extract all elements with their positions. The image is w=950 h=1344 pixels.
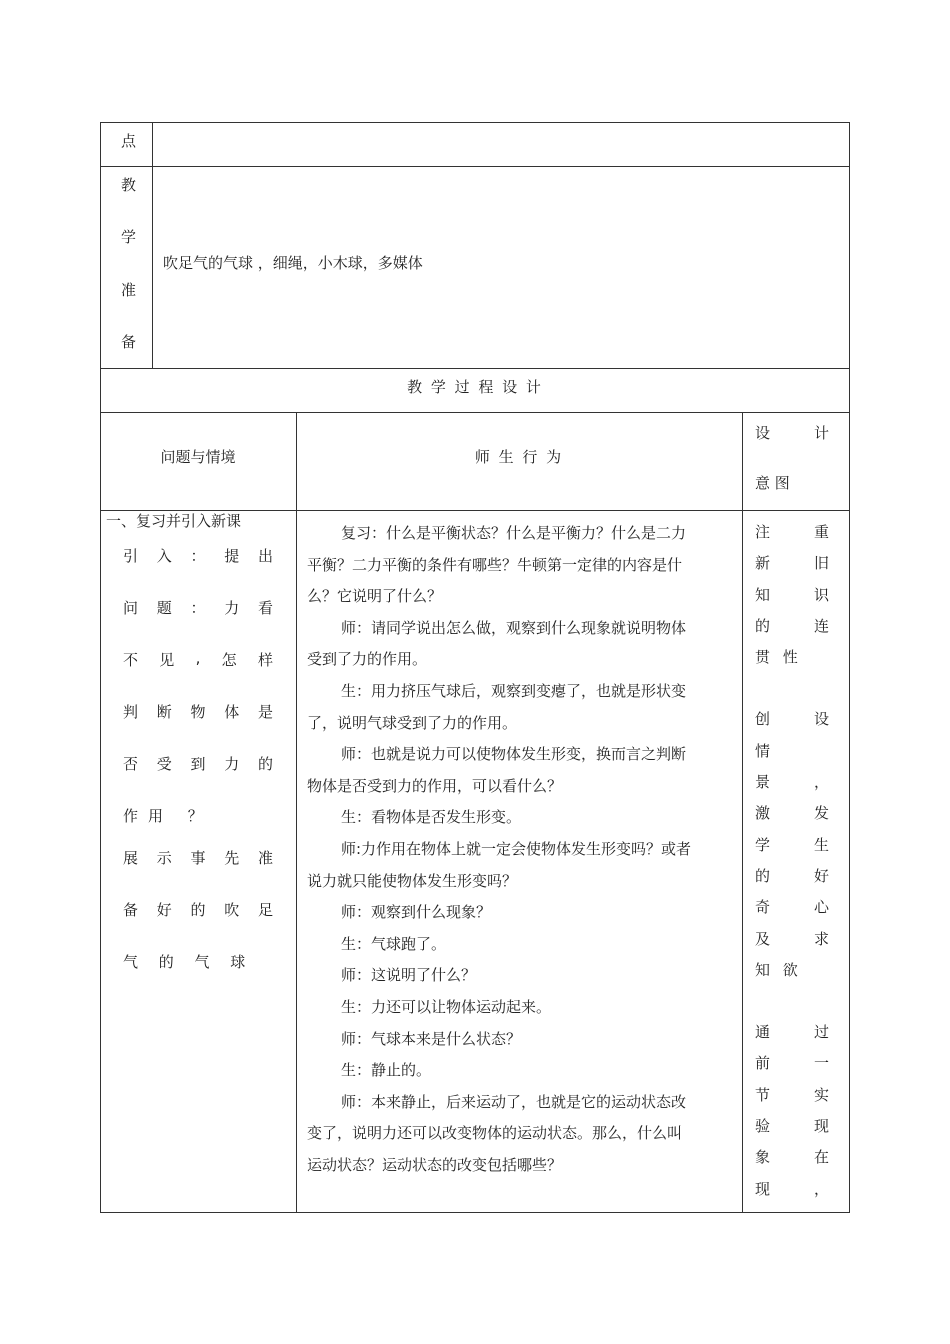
intent-spacer	[755, 673, 829, 704]
left-char: 力	[224, 755, 240, 773]
left-text: 作用 ？	[123, 807, 213, 825]
left-char: 示	[156, 849, 172, 867]
left-char: 出	[257, 547, 273, 565]
left-line	[123, 753, 273, 805]
intent-line	[755, 548, 829, 579]
intent-char: 景	[755, 773, 771, 792]
dialogue-line: 生：气球跑了。	[341, 934, 447, 953]
intent-line	[755, 1111, 829, 1142]
dialogue-line: 受到了力的作用。	[307, 650, 428, 669]
dialogue-line: 平衡？二力平衡的条件有哪些？牛顿第一定律的内容是什	[307, 555, 683, 574]
left-line	[123, 545, 273, 597]
intent-char: 过	[813, 1023, 829, 1042]
intent-line	[755, 642, 829, 673]
left-char: 展	[123, 849, 139, 867]
header-situation: 问题与情境	[160, 448, 236, 466]
left-char: ,	[195, 649, 201, 667]
left-line	[123, 847, 273, 899]
left-text: 气 的 气 球	[123, 953, 254, 971]
left-column	[123, 545, 273, 1003]
intent-char: 创	[755, 710, 771, 729]
intent-char: 心	[813, 898, 829, 917]
intent-char: 象	[755, 1148, 771, 1167]
intent-char: 设	[813, 710, 829, 729]
left-char: 体	[224, 703, 240, 721]
dialogue-line: 师：也就是说力可以使物体发生形变，换而言之判断	[341, 745, 687, 764]
left-line	[123, 951, 273, 1003]
left-heading: 一、复习并引入新课	[106, 512, 242, 530]
left-char: 准	[257, 849, 273, 867]
intent-char: 一	[813, 1054, 829, 1073]
left-char: 好	[156, 901, 172, 919]
intent-char: 旧	[813, 554, 829, 573]
intent-line	[755, 1080, 829, 1111]
dialogue-line: 说力就只能使物体发生形变吗？	[307, 871, 518, 890]
dialogue-line: 师：本来静止，后来运动了，也就是它的运动状态改	[341, 1092, 687, 1111]
left-line	[123, 649, 273, 701]
header-char: 设	[755, 424, 771, 442]
intent-line	[755, 924, 829, 955]
table-border-left	[100, 122, 101, 1213]
left-char: 到	[190, 755, 206, 773]
intent-char: 奇	[755, 898, 771, 917]
intent-char: 发	[813, 804, 829, 823]
intent-char: 在	[813, 1148, 829, 1167]
dialogue-line: 变了，说明力还可以改变物体的运动状态。那么，什么叫	[307, 1124, 683, 1143]
intent-char: 现	[813, 1117, 829, 1136]
left-char: 见	[159, 651, 175, 669]
intent-line	[755, 892, 829, 923]
row-divider-3	[100, 412, 850, 413]
row-label-dian: 点	[121, 132, 137, 150]
row-divider-2	[100, 368, 850, 369]
left-line	[123, 899, 273, 951]
left-char: 先	[224, 849, 240, 867]
prep-content: 吹足气的气球 ，细绳，小木球，多媒体	[163, 254, 423, 272]
intent-char: 知	[755, 585, 771, 604]
intent-line	[755, 1048, 829, 1079]
left-char: 否	[123, 755, 139, 773]
header-char: 计	[813, 424, 829, 442]
dialogue-line: 生：静止的。	[341, 1061, 432, 1080]
intent-char: 识	[813, 585, 829, 604]
intent-char: 验	[755, 1117, 771, 1136]
intent-char: 注	[755, 523, 771, 541]
dialogue-line: 了，说明气球受到了力的作用。	[307, 713, 518, 732]
intent-char: 学	[755, 835, 771, 854]
left-char: 判	[123, 703, 139, 721]
left-char: 引	[123, 547, 139, 565]
intent-line	[755, 767, 829, 798]
process-col-divider-1	[296, 412, 297, 1213]
intent-char: 连	[813, 616, 829, 635]
intent-char: ，	[813, 1179, 829, 1198]
left-char: 足	[257, 901, 273, 919]
left-char: 不	[123, 651, 139, 669]
intent-char: 好	[813, 866, 829, 885]
process-col-divider-2	[742, 412, 743, 1213]
prep-label-char: 学	[121, 228, 137, 246]
intent-char: 生	[813, 835, 829, 854]
row-divider-1	[100, 166, 850, 167]
intent-line	[755, 830, 829, 861]
intent-line	[755, 798, 829, 829]
left-char: 题	[156, 599, 172, 617]
header-teacher-student: 师 生 行 为	[474, 448, 564, 466]
dialogue-line: 师：观察到什么现象？	[341, 903, 492, 922]
intent-char: 的	[755, 616, 771, 635]
left-char: 提	[224, 547, 240, 565]
intent-line	[755, 1142, 829, 1173]
left-char: 力	[224, 599, 240, 617]
intent-line	[755, 736, 829, 767]
intent-line	[755, 1174, 829, 1205]
intent-line	[755, 580, 829, 611]
left-char: 是	[257, 703, 273, 721]
left-char: 吹	[224, 901, 240, 919]
dialogue-line: 师：这说明了什么？	[341, 966, 477, 985]
intent-char: 求	[813, 929, 829, 948]
intent-char: 前	[755, 1054, 771, 1073]
dialogue-line: 运动状态？运动状态的改变包括哪些？	[307, 1155, 563, 1174]
dialogue-line: 么？它说明了什么？	[307, 587, 443, 606]
dialogue-line: 生：看物体是否发生形变。	[341, 808, 522, 827]
left-char: 事	[190, 849, 206, 867]
right-column	[755, 517, 829, 1205]
intent-char: ，	[813, 773, 829, 792]
prep-label-char: 教	[121, 176, 137, 194]
dialogue-line: 师：气球本来是什么状态？	[341, 1029, 522, 1048]
dialogue-line: 复习：什么是平衡状态？什么是平衡力？什么是二力	[341, 524, 687, 542]
header-design-intent-line2: 意 图	[755, 474, 790, 492]
dialogue-line: 师：请同学说出怎么做，观察到什么现象就说明物体	[341, 618, 687, 637]
left-line	[123, 701, 273, 753]
left-char: 问	[123, 599, 139, 617]
intent-char: 新	[755, 554, 771, 573]
intent-char: 重	[813, 523, 829, 541]
intent-char: 通	[755, 1023, 771, 1042]
left-char: 的	[190, 901, 206, 919]
intent-spacer	[755, 986, 829, 1017]
intent-line	[755, 704, 829, 735]
header-design-intent-line1	[755, 422, 829, 443]
intent-char: 及	[755, 929, 771, 948]
left-line	[123, 805, 273, 847]
prep-label-char: 备	[121, 333, 137, 351]
intent-char: 的	[755, 866, 771, 885]
left-char: 受	[156, 755, 172, 773]
intent-line	[755, 861, 829, 892]
table-border-top	[100, 122, 850, 123]
left-char: 的	[257, 755, 273, 773]
intent-line	[755, 611, 829, 642]
section-title: 教 学 过 程 设 计	[407, 378, 543, 396]
left-char: 断	[156, 703, 172, 721]
left-char: 备	[123, 901, 139, 919]
intent-line	[755, 517, 829, 548]
left-char: 入	[156, 547, 172, 565]
left-char: 怎	[221, 651, 237, 669]
left-char: ：	[190, 547, 206, 565]
dialogue-line: 生：用力挤压气球后，观察到变瘪了，也就是形状变	[341, 681, 687, 700]
left-char: 样	[257, 651, 273, 669]
dialogue-line: 师:力作用在物体上就一定会使物体发生形变吗？或者	[341, 839, 692, 858]
left-char: 物	[190, 703, 206, 721]
intent-text: 知 欲	[755, 960, 802, 979]
intent-text: 贯 性	[755, 648, 802, 667]
dialogue-line: 物体是否受到力的作用，可以看什么？	[307, 776, 563, 795]
prep-label-char: 准	[121, 281, 137, 299]
dialogue-line: 生：力还可以让物体运动起来。	[341, 997, 552, 1016]
table-border-bottom	[100, 1212, 850, 1213]
intent-char: 实	[813, 1085, 829, 1104]
intent-line	[755, 1017, 829, 1048]
middle-column	[307, 518, 737, 1181]
table-border-right	[849, 122, 850, 1213]
intent-char: 节	[755, 1085, 771, 1104]
intent-line	[755, 955, 829, 986]
intent-char: 激	[755, 804, 771, 823]
label-col-divider	[152, 122, 153, 369]
intent-char: 情	[755, 741, 771, 760]
left-line	[123, 597, 273, 649]
left-char: ：	[190, 599, 206, 617]
left-char: 看	[257, 599, 273, 617]
intent-char: 现	[755, 1179, 771, 1198]
